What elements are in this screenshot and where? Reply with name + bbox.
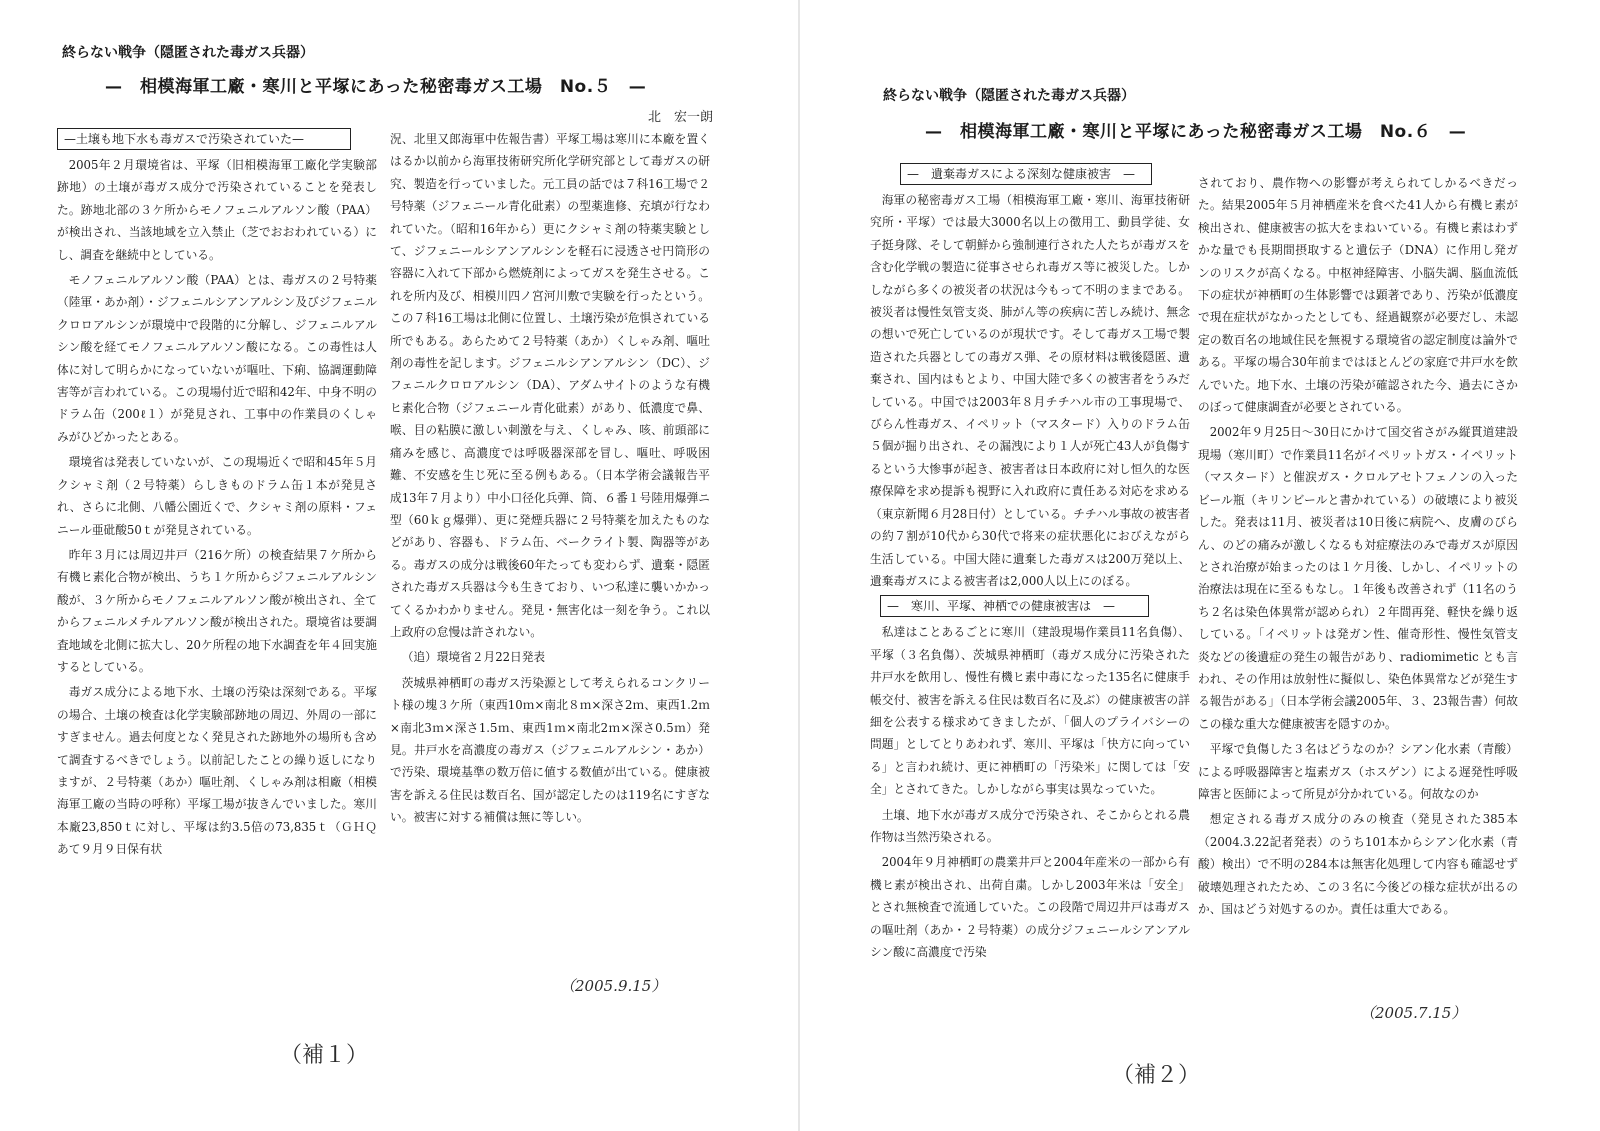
paragraph: 海軍の秘密毒ガス工場（相模海軍工廠・寒川、海軍技術研究所・平塚）では最大3000名以上の徴用工、動員学徒、女子挺身隊、そして朝鮮から強制連行された人たちが毒ガスを含む化学戦の製造に従事させられ毒ガス等に被災した。しかしながら多くの被災者の状況は今もって不明のままである。被災者は慢性気管支炎、肺がん等の疾病に苦しみ続け、無念の想いで死亡しているのが現状です。そして毒ガス工場で製造された兵器としての毒ガス弾、その原材料は戦後隠匿、遺棄され、国内はもとより、中国大陸で多くの被害者をうみだしている。中国では2003年８月チチハル市の工事現場で、びらん性毒ガス、イペリット（マスタード）入りのドラム缶５個が掘り出され、その漏洩により１人が死亡43人が負傷するという大惨事が起き、被害者は日本政府に対し恒久的な医療保障を求め提訴も視野に入れ政府に責任ある対応を求める（東京新聞６月28日付）としている。チチハル事故の被害者の約７割が10代から30代で将来の症状悪化におびえながら生活している。中国大陸に遺棄した毒ガスは200万発以上、遺棄毒ガスによる被害者は2,000人以上にのぼる。	[870, 193, 1190, 588]
section-box-heading: — 寒川、平塚、神栖での健康被害は —	[880, 595, 1149, 617]
series-title: 終らない戦争（隠匿された毒ガス兵器）	[62, 45, 314, 61]
paragraph: 2005年２月環境省は、平塚（旧相模海軍工廠化学実験部跡地）の土壌が毒ガス成分で汚染されていることを発表した。跡地北部の３ケ所からモノフェニルアルソン酸（PAA）が検出され、当該地域を立入禁止（芝でおおわれている）にし、調査を継続中としている。	[57, 158, 377, 262]
paragraph: 想定される毒ガス成分のみの検査（発見された385本（2004.3.22記者発表）のうち101本からシアン化水素（青酸）検出）で不明の284本は無害化処理して内容も確認せず破壊処理されたため、この３名に今後どの様な症状が出るのか、国はどう対処するのか。責任は重大である。	[1198, 812, 1518, 916]
paragraph: されており、農作物への影響が考えられてしかるべきだった。結果2005年５月神栖産米を食べた41人から有機ヒ素が検出され、健康被害の拡大をまねいている。有機ヒ素はわずかな量でも長期間摂取すると遺伝子（DNA）に作用し発ガンのリスクが高くなる。中枢神経障害、小脳失調、脳血流低下の症状が神栖町の生体影響では顕著であり、汚染が低濃度で現在症状がなかったとしても、経過観察が必要だし、未認定の数百名の地域住民を無視する環境省の認定制度は論外である。平塚の場合30年前まではほとんどの家庭で井戸水を飲んでいた。地下水、土壌の汚染が確認された今、過去にさかのぼって健康調査が必要とされている。	[1198, 176, 1518, 415]
section-box-heading: —土壌も地下水も毒ガスで汚染されていた—	[57, 128, 351, 150]
article-column-2	[1198, 172, 1518, 1002]
article-column-1	[57, 126, 377, 1016]
paragraph: 昨年３月には周辺井戸（216ケ所）の検査結果７ケ所から有機ヒ素化合物が検出、うち１ケ所からジフェニルアルシン酸が、３ケ所からモノフェニルアルソン酸が検出され、全てからフェニルメチルアルソン酸が検出された。環境省は要調査地域を北側に拡大し、20ケ所程の地下水調査を年４回実施するとしている。	[57, 547, 377, 674]
page-mark: （補１）	[280, 1043, 369, 1068]
paragraph: 2004年９月神栖町の農業井戸と2004年産米の一部から有機ヒ素が検出され、出荷自粛。しかし2003年米は「安全」とされ無検査で流通していた。この段階で周辺井戸は毒ガスの嘔吐剤（あか・２号特薬）の成分ジフェニールシアンアルシン酸に高濃度で汚染	[870, 855, 1190, 959]
paragraph: 平塚で負傷した３名はどうなのか？シアン化水素（青酸）による呼吸器障害と塩素ガス（ホスゲン）による遅発性呼吸障害と医師によって所見が分かれている。何故なのか	[1198, 742, 1518, 801]
article-column-1	[870, 161, 1190, 1011]
article-headline: — 相模海軍工廠・寒川と平塚にあった秘密毒ガス工場 No.６ —	[925, 122, 1467, 142]
series-title: 終らない戦争（隠匿された毒ガス兵器）	[883, 88, 1135, 104]
paragraph: 私達はことあるごとに寒川（建設現場作業員11名負傷）、平塚（３名負傷）、茨城県神栖町（毒ガス成分に汚染された井戸水を飲用し、慢性有機ヒ素中毒になった135名に健康手帳交付、被害を訴える住民は数百名に及ぶ）の健康被害の詳細を公表する様求めてきましたが、「個人のプライバシーの問題」としてとりあわれず、寒川、平塚は「快方に向っている」と言われ続け、更に神栖町の「汚染米」に関しては「安全」とされてきた。しかしながら事実は異なっていた。	[870, 625, 1190, 797]
handwritten-date: （2005.9.15）	[560, 977, 667, 995]
page-right	[800, 0, 1600, 1131]
paragraph: モノフェニルアルソン酸（PAA）とは、毒ガスの２号特薬（陸軍・あか剤）・ジフェニルシアンアルシン及びジフェニルクロロアルシンが環境中で段階的に分解し、ジフェニルアルシン酸を経てモノフェニルアルソン酸になる。この毒性は人体に対して明らかになっていないが嘔吐、下痢、協調運動障害等が言われている。この現場付近で昭和42年、中身不明のドラム缶（200ℓ１）が発見され、工事中の作業員のくしゃみがひどかったとある。	[57, 273, 377, 444]
page-mark: （補２）	[1112, 1063, 1201, 1088]
paragraph: （追）環境省２月22日発表	[401, 650, 546, 665]
paragraph: 毒ガス成分による地下水、土壌の汚染は深刻である。平塚の場合、土壌の検査は化学実験部跡地の周辺、外周の一部にすぎません。過去何度となく発見された跡地外の場所も含めて調査するべきでしょう。以前記したことの繰り返しになりますが、２号特薬（あか）嘔吐剤、くしゃみ剤は相廠（相模海軍工廠の当時の呼称）平塚工場が抜きんでいました。寒川本廠23,850ｔに対し、平塚は約3.5倍の73,835ｔ（ＧＨＱあて９月９日保有状	[57, 685, 377, 857]
handwritten-date: （2005.7.15）	[1360, 1004, 1467, 1022]
paragraph: 茨城県神栖町の毒ガス汚染源として考えられるコンクリート様の塊３ケ所（東西10ｍ×南北８ｍ×深さ2ｍ、東西1.2ｍ×南北3ｍ×深さ1.5ｍ、東西1ｍ×南北2ｍ×深さ0.5ｍ）発見。井戸水を高濃度の毒ガス（ジフェニルアルシン・あか）で汚染、環境基準の数万倍に値する数値が出ている。健康被害を訴える住民は数百名、国が認定したのは119名にすぎない。被害に対する補償は無に等しい。	[390, 675, 710, 825]
article-headline: — 相模海軍工廠・寒川と平塚にあった秘密毒ガス工場 No.５ —	[105, 77, 647, 97]
section-box-heading: — 遺棄毒ガスによる深刻な健康被害 —	[900, 163, 1152, 185]
article-column-2	[390, 128, 710, 988]
paragraph: 土壌、地下水が毒ガス成分で汚染され、そこからとれる農作物は当然汚染される。	[870, 807, 1190, 844]
paragraph: 2002年９月25日～30日にかけて国交省さがみ縦貫道建設現場（寒川町）で作業員11名がイペリットガス・イペリット（マスタード）と催涙ガス・クロルアセトフェノンの入ったビール瓶（キリンビールと書かれている）の破壊により被災した。発表は11月、被災者は10日後に病院へ、皮膚のびらん、のどの痛みが激しくなるも対症療法のみで毒ガスが原因とされ治療が始まったのは１ケ月後、しかし、イペリットの治療法は現在に至るもなし。１年後も改善されず（11名のうち２名は染色体異常が認められ）２年間再発、軽快を繰り返している。「イペリットは発ガン性、催奇形性、慢性気管支炎などの後遺症の発生の報告があり、radiomimetic とも言われ、その作用は放射性に擬似し、染色体異常などが発生する報告がある」（日本学術会議2005年、３、23報告書）何故この様な重大な健康被害を隠すのか。	[1198, 425, 1518, 731]
paragraph: 環境省は発表していないが、この現場近くで昭和45年５月クシャミ剤（２号特薬）らしきものドラム缶１本が発見され、さらに北側、八幡公園近くで、クシャミ剤の原料・フェニール亜砒酸50ｔが発見されている。	[57, 455, 377, 537]
paragraph: 況、北里又郎海軍中佐報告書）平塚工場は寒川に本廠を置くはるか以前から海軍技術研究所化学研究部として毒ガスの研究、製造を行っていました。元工員の話では７科16工場で２号特薬（ジフェニール青化砒素）の型薬進修、充填が行なわれていた。（昭和16年から）更にクシャミ剤の特薬実験として、ジフェニールシアンアルシンを軽石に浸透させ円筒形の容器に入れて下部から燃焼剤によってガスを発生させる。これを所内及び、相模川四ノ宮河川敷で実験を行ったという。この７科16工場は北側に位置し、土壌汚染が危惧されている所でもある。あらためて２号特薬（あか）くしゃみ剤、嘔吐剤の毒性を記します。ジフェニルシアンアルシン（DC）、ジフェニルクロロアルシン（DA）、アダムサイトのような有機ヒ素化合物（ジフェニール青化砒素）があり、低濃度で鼻、喉、目の粘膜に激しい刺激を与え、くしゃみ、咳、前頭部に痛みを感じ、高濃度では呼吸器深部を冒し、嘔吐、呼吸困難、不安感を生じ死に至る例もある。（日本学術会議報告平成13年７月より）中小口径化兵弾、筒、６番１号陸用爆弾ニ型（60ｋｇ爆弾）、更に発煙兵器に２号特薬を加えたものなどがあり、容器も、ドラム缶、ベークライト製、陶器等がある。毒ガスの成分は戦後60年たっても変わらず、遺棄・隠匿された毒ガス兵器は今も生きており、いつ私達に襲いかかってくるかわかりません。発見・無害化は一刻を争う。これ以上政府の怠慢は許されない。	[390, 132, 710, 639]
author-name: 北 宏一朗	[648, 110, 714, 125]
